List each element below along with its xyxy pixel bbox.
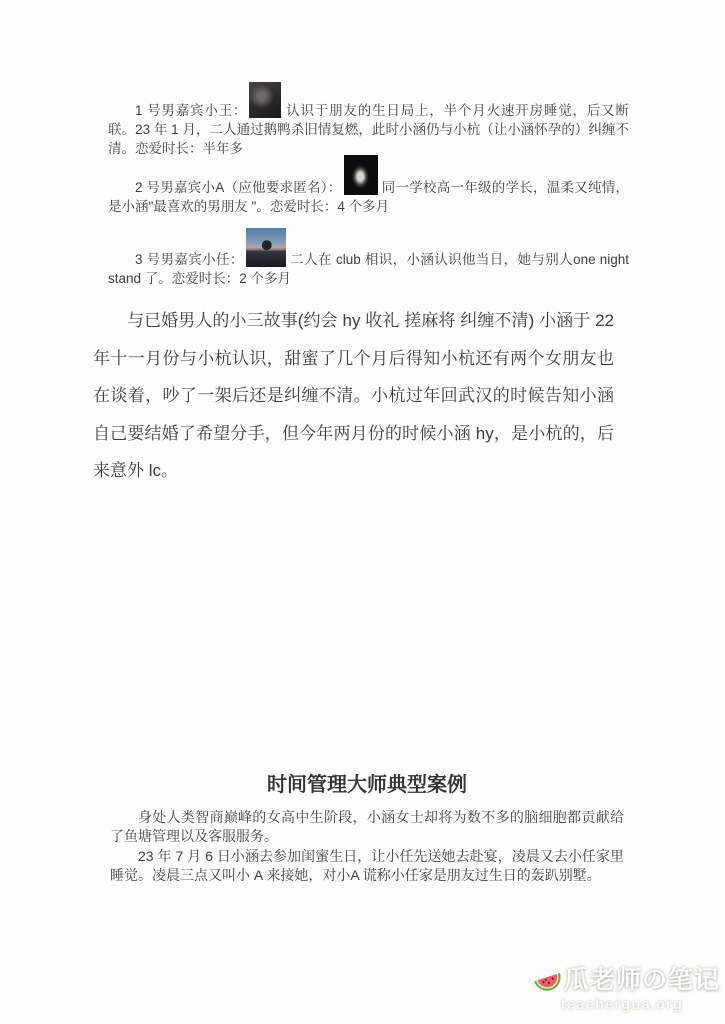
affair-paragraph: 与已婚男人的小三故事(约会 hy 收礼 搓麻将 纠缠不清) 小涵于 22 年十一月份与小杭认识，甜蜜了几个月后得知小杭还有两个女朋友也在谈着，吵了一架后还是纠缠不清。小杭过年回武汉的时候告知小涵自己要结婚了希望分手，但今年两月份的时候小涵 hy，是小杭的，后来意外 lc。	[93, 311, 614, 480]
guest-2-photo	[344, 155, 378, 195]
guest-2-text: 同一学校高一年级的学长，温柔又纯情，是小涵"最喜欢的男朋友 "。恋爱时长：4 个多月	[108, 180, 630, 214]
watermark-title: 瓜老师の笔记	[564, 966, 721, 994]
guest-2-paragraph	[108, 155, 629, 216]
guest-3-prefix: 3 号男嘉宾小任：	[135, 252, 244, 267]
guest-1-photo	[249, 82, 281, 118]
guest-3-photo	[246, 228, 286, 267]
guest-1-paragraph	[108, 82, 629, 158]
guest-3-paragraph	[108, 228, 629, 288]
watermark-url: teachergua.org	[560, 996, 684, 1013]
watermark	[532, 964, 721, 1022]
guest-1-text: 认识于朋友的生日局上，半个月火速开房睡觉，后又断联。23 年 1 月，二人通过鹅鸭杀旧情复燃，此时小涵仍与小杭（让小涵怀孕的）纠缠不清。恋爱时长：半年多	[108, 103, 630, 156]
case-paragraph-2: 23 年 7 月 6 日小涵去参加闺蜜生日，让小任先送她去赴宴，凌晨又去小任家里睡觉。凌晨三点又叫小 A 来接她，对小A 谎称小任家是朋友过生日的轰趴别墅。	[110, 847, 624, 883]
case-paragraph-1: 身处人类智商巅峰的女高中生阶段，小涵女士却将为数不多的脑细胞都贡献给了鱼塘管理以及客服服务。	[110, 809, 624, 845]
guest-1-prefix: 1 号男嘉宾小王：	[135, 103, 248, 118]
guest-2-prefix: 2 号男嘉宾小A（应他要求匿名）：	[135, 180, 342, 195]
guest-3-text: 二人在 club 相识，小涵认识他当日，她与别人one night stand 了。恋爱时长：2 个多月	[108, 252, 629, 286]
case-section	[110, 771, 624, 885]
watermelon-icon	[532, 964, 564, 996]
case-title: 时间管理大师典型案例	[267, 774, 467, 796]
